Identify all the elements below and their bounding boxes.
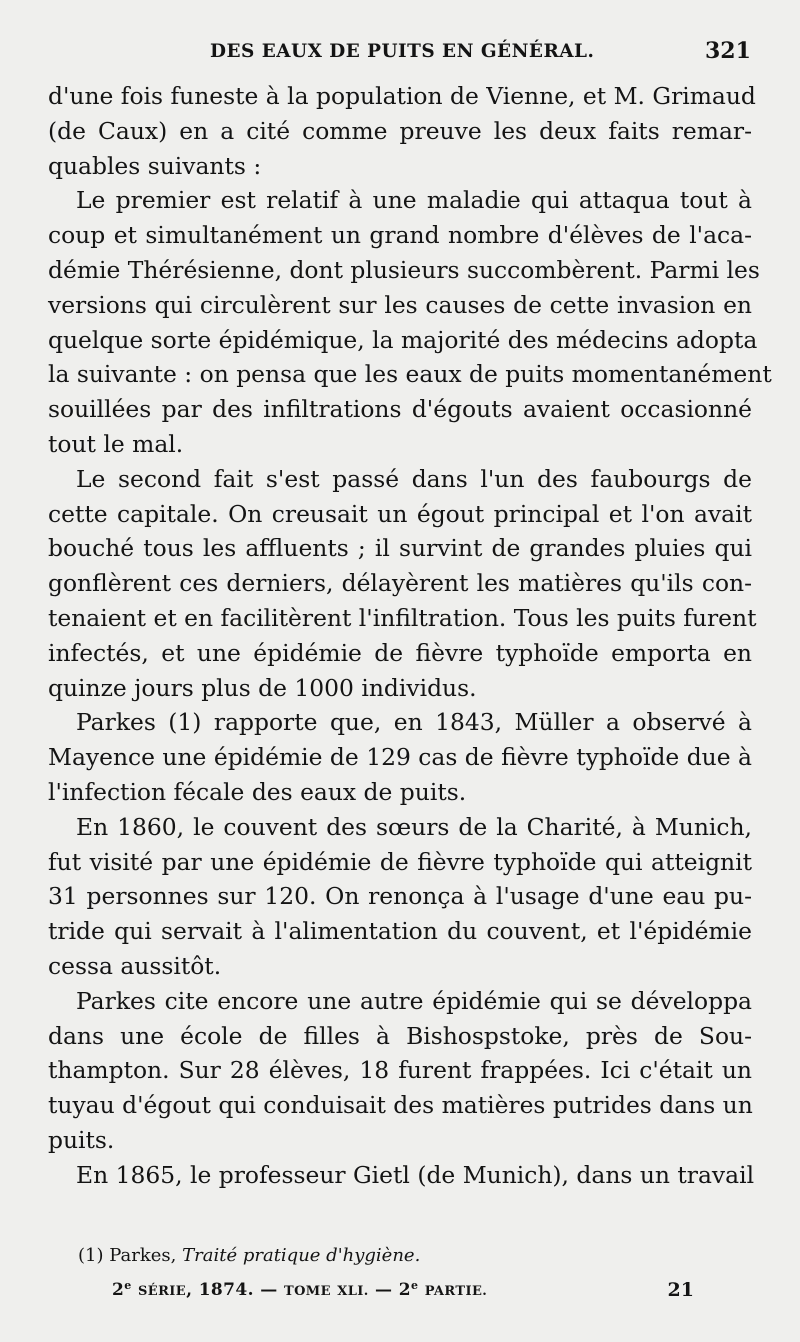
footnote: [78, 1245, 420, 1266]
paragraph: [48, 705, 752, 809]
text-line: souillées par des infiltrations d'égouts avaient occasionné: [48, 395, 752, 424]
text-line: tride qui servait à l'alimentation du couvent, et l'épidémie: [48, 917, 752, 946]
text-line: Le premier est relatif à une maladie qui attaqua tout à: [76, 186, 752, 215]
text-line: gonflèrent ces derniers, délayèrent les matières qu'ils con-: [48, 569, 752, 598]
text-line: thampton. Sur 28 élèves, 18 furent frappées. Ici c'était un: [48, 1056, 752, 1085]
text-line: 31 personnes sur 120. On renonça à l'usage d'une eau pu-: [48, 882, 752, 911]
paragraph: [48, 462, 757, 706]
text-line: quinze jours plus de 1000 individus.: [48, 673, 477, 702]
text-line: l'infection fécale des eaux de puits.: [48, 777, 467, 806]
paragraph: [48, 984, 752, 1158]
text-line: tout le mal.: [48, 429, 184, 458]
dash: —: [375, 1280, 393, 1300]
text-line: coup et simultanément un grand nombre d'élèves de l'aca-: [48, 221, 752, 250]
tome-word: TOME: [284, 1284, 331, 1299]
text-line: quables suivants :: [48, 151, 262, 180]
page-header: [0, 40, 800, 80]
part-number: 2: [398, 1280, 411, 1300]
footnote-marker: (1) Parkes,: [78, 1245, 177, 1266]
text-line: versions qui circulèrent sur les causes de cette invasion en: [48, 290, 752, 319]
part-word: PARTIE.: [424, 1284, 488, 1299]
part-sup: e: [410, 1279, 419, 1292]
text-line: dans une école de filles à Bishospstoke, près de Sou-: [48, 1021, 752, 1050]
series-sup: e: [124, 1279, 132, 1292]
series-year: 1874.: [198, 1280, 254, 1300]
tome-number: XLI.: [337, 1284, 369, 1299]
text-line: fut visité par une épidémie de fièvre typhoïde qui atteignit: [48, 847, 752, 876]
text-line: Parkes (1) rapporte que, en 1843, Müller a observé à: [76, 708, 752, 737]
text-line: la suivante : on pensa que les eaux de puits momentanément: [48, 360, 772, 389]
text-line: En 1865, le professeur Gietl (de Munich), dans un travail: [76, 1160, 755, 1189]
text-line: puits.: [48, 1125, 115, 1154]
text-line: tenaient et en facilitèrent l'infiltration. Tous les puits furent: [48, 603, 757, 632]
text-line: infectés, et une épidémie de fièvre typhoïde emporta en: [48, 638, 752, 667]
series-number: 2: [112, 1280, 125, 1300]
paragraph: [48, 810, 752, 984]
text-line: (de Caux) en a cité comme preuve les deux faits remar-: [48, 116, 752, 145]
signature-line: [112, 1279, 694, 1305]
signature-series: 2e SÉRIE, 1874. — TOME XLI. — 2e PARTIE.: [112, 1279, 488, 1300]
paragraph: [48, 183, 772, 461]
text-line: tuyau d'égout qui conduisait des matières putrides dans un: [48, 1091, 753, 1120]
text-line: démie Thérésienne, dont plusieurs succombèrent. Parmi les: [48, 255, 760, 284]
dash: —: [260, 1280, 278, 1300]
series-word: SÉRIE: [137, 1284, 187, 1299]
body-text: [48, 79, 772, 1193]
paragraph: [48, 1158, 755, 1193]
text-line: quelque sorte épidémique, la majorité des médecins adopta: [48, 325, 758, 354]
footnote-title: Traité pratique d'hygiène.: [182, 1245, 421, 1266]
text-line: d'une fois funeste à la population de Vienne, et M. Grimaud: [48, 82, 756, 110]
text-line: cessa aussitôt.: [48, 951, 222, 980]
page-number: 321: [705, 38, 751, 64]
text-line: En 1860, le couvent des sœurs de la Charité, à Munich,: [76, 812, 752, 841]
text-line: cette capitale. On creusait un égout principal et l'on avait: [48, 499, 752, 528]
text-line: Le second fait s'est passé dans l'un des faubourgs de: [76, 464, 752, 493]
text-line: bouché tous les affluents ; il survint de grandes pluies qui: [48, 534, 752, 563]
text-line: Parkes cite encore une autre épidémie qui se développa: [76, 986, 752, 1015]
paragraph: [48, 79, 756, 183]
sheet-number: 21: [667, 1279, 694, 1301]
running-title: DES EAUX DE PUITS EN GÉNÉRAL.: [210, 40, 595, 62]
text-line: Mayence une épidémie de 129 cas de fièvre typhoïde due à: [48, 743, 752, 772]
